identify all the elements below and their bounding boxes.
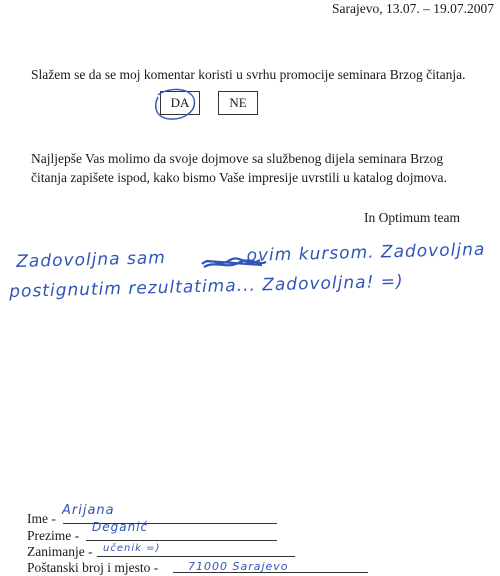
comment-line-2: postignutim rezultatima... Zadovoljna! =) — [9, 271, 404, 302]
request-line-1: Najljepše Vas molimo da svoje dojmove sa službenog dijela seminara Brzog — [31, 151, 444, 166]
field-value-ime[interactable]: Arijana — [62, 503, 115, 518]
request-line-2: čitanja zapišete ispod, kako bismo Vaše impresije uvrstili u katalog dojmova. — [31, 170, 447, 185]
field-label-zanimanje: Zanimanje - — [27, 544, 93, 559]
field-value-prezime[interactable]: Deganić — [92, 520, 149, 534]
field-value-zanimanje[interactable]: učenik =) — [103, 543, 161, 554]
consent-option-no-label: NE — [229, 95, 247, 110]
field-label-postanski: Poštanski broj i mjesto - — [27, 560, 159, 575]
crossed-out-scribble — [200, 252, 268, 274]
team-signature: In Optimum team — [364, 210, 460, 225]
consent-option-no[interactable] — [218, 91, 258, 115]
field-value-postanski[interactable]: 71000 Sarajevo — [188, 560, 289, 573]
consent-option-yes-label: DA — [170, 95, 190, 110]
field-label-prezime: Prezime - — [27, 528, 80, 543]
field-line-zanimanje — [97, 556, 295, 557]
comment-line-1-start: Zadovoljna sam — [16, 248, 167, 272]
date-location: Sarajevo, 13.07. – 19.07.2007 — [332, 1, 494, 16]
comment-line-1-end: ovim kursom. Zadovoljna — [246, 239, 486, 266]
field-line-prezime — [86, 540, 277, 541]
consent-statement: Slažem se da se moj komentar koristi u svrhu promocije seminara Brzog čitanja. — [31, 67, 466, 82]
selection-circle-mark — [150, 85, 198, 123]
field-label-ime: Ime - — [27, 511, 56, 526]
request-paragraph — [31, 149, 447, 187]
